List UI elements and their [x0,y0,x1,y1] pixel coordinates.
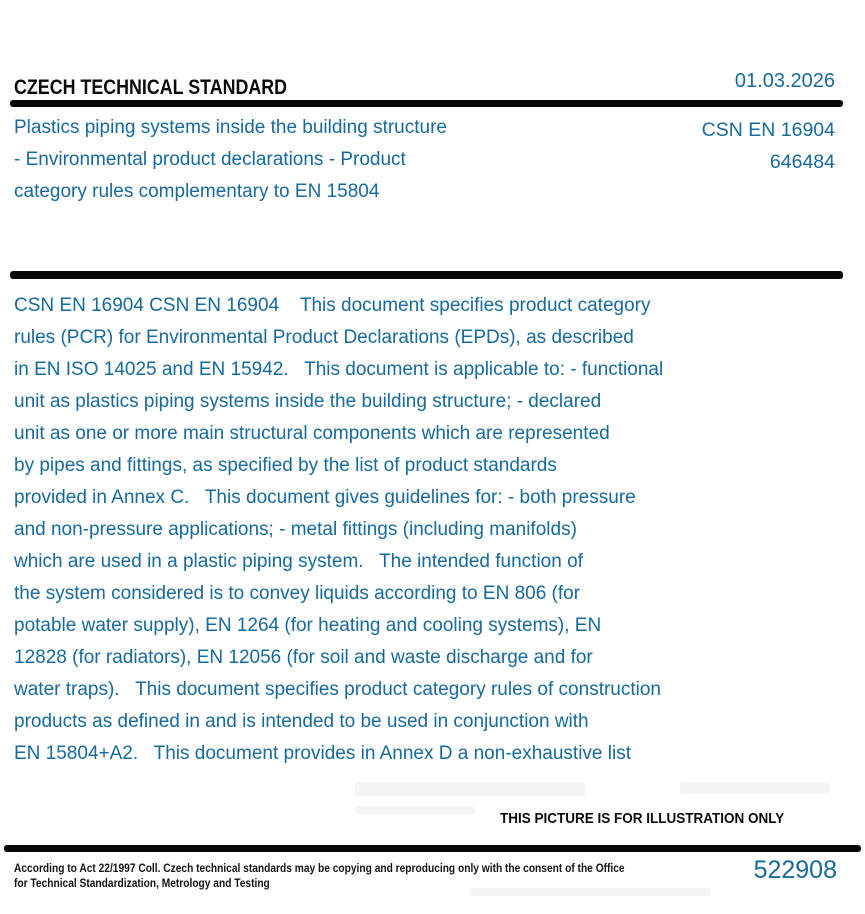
title-line: Plastics piping systems inside the building structure [14,117,447,138]
faint-watermark-smudge [355,806,475,814]
abstract-line: EN 15804+A2. This document provides in Annex D a non-exhaustive list [14,743,631,764]
copyright-notice [14,861,625,890]
copyright-notice-line: for Technical Standardization, Metrology and Testing [14,875,270,890]
abstract-line: which are used in a plastic piping system. The intended function of [14,551,583,572]
faint-watermark-smudge [355,782,585,796]
abstract-line: the system considered is to convey liquids according to EN 806 (for [14,583,581,604]
abstract-line: water traps). This document specifies product category rules of construction [14,679,662,700]
abstract-line: 12828 (for radiators), EN 12056 (for soil and waste discharge and for [14,647,593,668]
abstract-line: CSN EN 16904 CSN EN 16904 This document specifies product category [14,295,651,316]
abstract-line: products as defined in and is intended to be used in conjunction with [14,711,589,732]
abstract-line: rules (PCR) for Environmental Product Declarations (EPDs), as described [14,327,634,348]
faint-watermark-smudge [680,782,830,794]
abstract-line: potable water supply), EN 1264 (for heating and cooling systems), EN [14,615,602,636]
copyright-notice-line: According to Act 22/1997 Coll. Czech technical standards may be copying and reproducing only with the consent of the Office [14,861,625,875]
abstract-line: by pipes and fittings, as specified by the list of product standards [14,455,557,476]
abstract-text [14,290,663,770]
abstract-line: unit as one or more main structural components which are represented [14,423,610,444]
document-order-number: 522908 [753,856,837,884]
abstract-line: in EN ISO 14025 and EN 15942. This document is applicable to: - functional [14,359,664,380]
illustration-only-note: THIS PICTURE IS FOR ILLUSTRATION ONLY [500,810,785,827]
abstract-line: provided in Annex C. This document gives guidelines for: - both pressure [14,487,636,508]
divider-rule-bottom [4,845,861,852]
divider-rule-middle [10,271,843,279]
divider-rule-top [10,100,843,107]
standard-reference [702,114,835,178]
document-title [14,112,447,208]
title-line: - Environmental product declarations - Product [14,149,406,170]
catalog-number: 646484 [769,151,835,173]
abstract-line: and non-pressure applications; - metal fittings (including manifolds) [14,519,577,540]
standard-type-label: CZECH TECHNICAL STANDARD [14,76,288,99]
standard-code: CSN EN 16904 [701,119,835,141]
effective-date: 01.03.2026 [734,70,835,92]
abstract-line: unit as plastics piping systems inside the building structure; - declared [14,391,602,412]
title-line: category rules complementary to EN 15804 [14,181,380,202]
